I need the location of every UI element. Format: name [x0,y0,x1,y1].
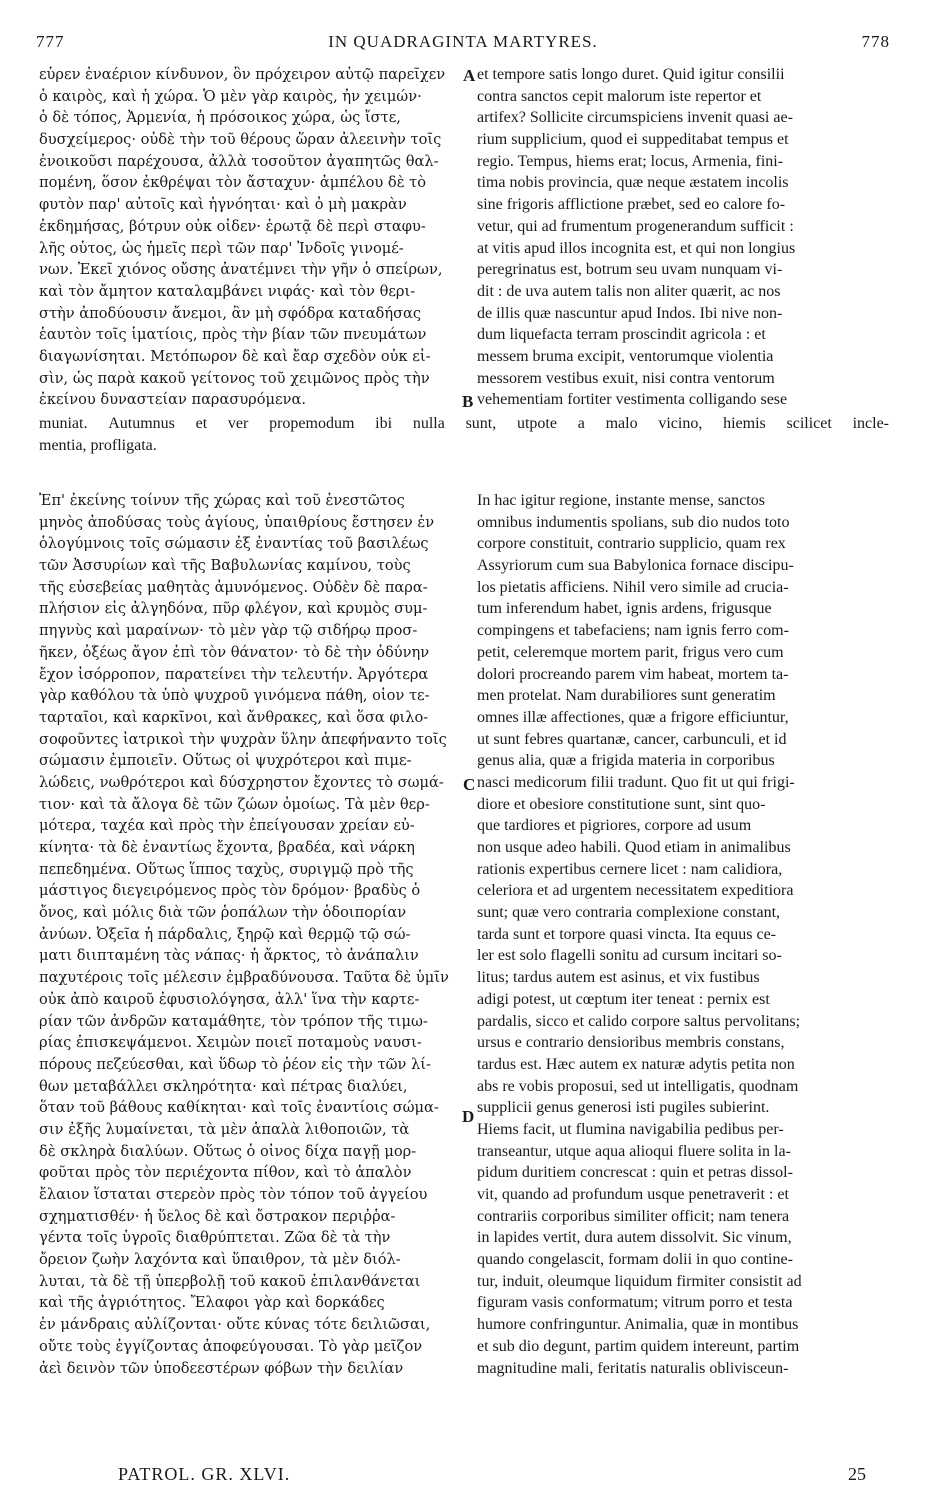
spanning-line-word: propemodum [269,415,355,432]
greek-text-line: παχυτέροις τοῖς μέλεσιν ἐμβραδύνουσα. Ταῦτα δὲ ὑμῖν [39,969,449,987]
greek-text-line: ἔχον ἰσόρροπον, παρατείνει τὴν τελευτήν. Ἀργότερα [39,665,429,683]
latin-text-line: in lapides vertit, dura autem dissolvit. Sic vinum, [477,1229,792,1247]
greek-text-line: ὅταν τοῦ βάθους καθίκηται· καὶ τοῖς ἐναντίοις σώμα- [39,1099,439,1117]
spanning-line-word: vicino, [658,415,703,432]
spanning-line-word: a [577,415,585,432]
spanning-line-word: sunt, [465,415,497,432]
latin-text-line: dit : de uva autem talis non aliter quærit, ac nos [477,282,781,300]
greek-text-line: ἐν μάνδραις αὐλίζονται· οὔτε κύνας τότε δειλιῶσαι, [39,1316,431,1334]
latin-text-line: compingens et tabefaciens; nam ignis ferro com- [477,622,789,640]
greek-text-line: τῶν Ἀσσυρίων καὶ τῆς Βαβυλωνίας καμίνου, τοὺς [39,557,411,575]
latin-text-line: at vitis apud illos incognita est, et qui non longius [477,239,796,257]
greek-text-line: ὄνος, καὶ μόλις διὰ τῶν ῥοπάλων τὴν ὁδοιπορίαν [39,904,407,922]
latin-text-line: rium supplicium, quod ei suppeditabat tempus et [477,131,789,149]
greek-text-line: λυται, τὰ δὲ τῇ ὑπερβολῇ τοῦ κακοῦ ἐπιλανθάνεται [39,1272,421,1290]
latin-column-main [477,492,889,1381]
greek-text-line: στὴν ἀποδύουσιν ἄνεμοι, ἂν μὴ σφόδρα καταδήσας [39,304,422,322]
latin-text-line: ler est solo flagelli sonitu ad cursum incitari so- [477,947,782,965]
latin-text-line: contrariis corporibus similiter officit; nam tenera [477,1207,790,1225]
spanning-line-word: hiemis [723,415,766,432]
greek-text-line: σὶν, ὡς παρὰ κακοῦ γείτονος τοῦ χειμῶνος πρὸς τὴν [39,369,430,387]
greek-text-line: ἔλαιον ἵσταται στερεὸν πρὸς τὸν τόπον τοῦ ἀγγείου [39,1186,428,1203]
greek-text-line: ῆκεν, ὀξέως ἄγον ἐπὶ τὸν θάνατον· τὸ δὲ τὴν ὀδύνην [39,643,430,661]
greek-text-line: ἐνοικοῦσι παρέχουσα, ἀλλὰ τοσοῦτον ἀγαπητῶς θαλ- [39,152,439,170]
spanning-line-word: muniat. [39,415,88,432]
latin-text-line: non usque adeo habili. Quod etiam in animalibus [477,839,791,856]
spanning-line-word: incle- [852,415,889,432]
latin-text-line: peregrinatus est, botrum seu uvam nunquam vi- [477,261,783,279]
greek-text-line: ταρταῖοι, καὶ καρκῖνοι, καὶ ἄνθρακες, καὶ ὅσα φιλο- [39,708,429,726]
greek-text-line: πεπεδημένα. Οὕτως ἵππος ταχὺς, συριγμῷ πρὸ τῆς [39,860,414,878]
greek-text-line: θων μεταβάλλει σκληρότητα· καὶ πέτρας διαλύει, [39,1077,408,1095]
section-marker-d: D [462,1107,475,1126]
spanning-line-1 [39,415,889,437]
latin-text-line: figuram vasis conformatum; vitrum porro et testa [477,1294,793,1312]
greek-text-line: πομένη, ὅσον ἐκθρέψαι τὸν ἄσταχυν· ἀμπέλου δὲ τὸ [39,174,427,192]
greek-text-line: ὁλογύμνοις τοῖς σώμασιν ἐξ ἐναντίας τοῦ βασιλέως [39,535,429,553]
greek-text-line: καὶ τὸν ἄμητον καταλαμβάνει νιφάς· καὶ τὸν θερι- [39,282,416,300]
greek-text-line: πόρους πεζεύεσθαι, καὶ ὕδωρ τὸ ῥέον εἰς τὴν τῶν λί- [39,1055,431,1073]
greek-text-line: ὁ δὲ τόπος, Ἀρμενία, ἡ πρόσοικος χώρα, ὡς ἴστε, [39,109,401,127]
latin-text-line: adigi potest, ut cœptum iter teneat : pernix est [477,990,770,1008]
latin-text-line: corpore constituit, contrario supplicio, quam rex [477,535,786,553]
latin-text-line: pardalis, sicco et calido corpore saltus pervolitans; [477,1012,801,1030]
latin-text-line: tum inferendum habet, ignis ardens, frigusque [477,600,772,618]
greek-text-line: Ἐπ' ἐκείνης τοίνυν τῆς χώρας καὶ τοῦ ἐνεστῶτος [39,492,405,509]
latin-text-line: tarda sunt et torpore quasi vincta. Ita equus ce- [477,925,776,943]
latin-text-line: diore et obesiore constitutione sunt, sint quo- [477,795,766,813]
greek-text-line: διαγωνίσηται. Μετόπωρον δὲ καὶ ἔαρ σχεδὸν οὐκ εἰ- [39,347,431,365]
greek-text-line: λώδεις, νωθρότεροι καὶ δύσχρηστον ἔχοντες τὸ σωμά- [39,773,444,791]
latin-text-line: tur, induit, oleumque liquidum firmiter consistit ad [477,1272,802,1290]
latin-text-line: litus; tardus autem est asinus, et vix fustibus [477,969,760,987]
latin-text-line: messorem vestibus exuit, nisi contra ventorum [477,369,775,387]
latin-text-line: nasci medicorum filii tradunt. Quo fit ut qui frigi- [477,773,795,791]
latin-text-line: Assyriorum cum sua Babylonica fornace discipu- [477,557,794,575]
greek-text-line: δὲ σκληρὰ διαλύων. Οὕτως ὁ οἶνος δίχα παγῇ μορ- [39,1142,417,1160]
greek-text-line: σιν ἐξῆς λυμαίνεται, τὰ μὲν ἁπαλὰ λιθοποιῶν, τὰ [39,1120,410,1138]
greek-text-line: ρίας ἐπισκεψάμενοι. Χειμὼν ποιεῖ ποταμοὺς ναυσι- [39,1034,422,1052]
section-marker-c: C [463,775,476,794]
latin-text-line: genus alia, quæ a frigida materia in corporibus [477,752,775,770]
greek-text-line: πηγνὺς καὶ μαραίνων· τὸ μὲν γὰρ τῷ σιδήρῳ προσ- [39,622,418,640]
section-marker-a: A [463,66,476,85]
greek-text-line: σώμασιν ἐμποιεῖν. Οὕτως οἱ ψυχρότεροι καὶ πιμε- [39,752,412,770]
latin-text-line: pidum duritiem concrescat : quin et petras dissol- [477,1164,793,1182]
greek-text-line: φοῦται πρὸς τὸν περιέχοντα πίθον, καὶ τὸ ἁπαλὸν [39,1164,412,1182]
greek-text-line: τῆς εὐσεβείας μαθητὰς ἀμυνόμενος. Οὐδὲν δὲ παρα- [39,578,428,596]
latin-text-line: vetur, qui ad frumentum progenerandum sufficit : [477,217,794,235]
spanning-line-2: mentia, profligata. [39,436,157,454]
latin-text-line: men protelat. Nam durabiliores sunt generatim [477,687,776,705]
latin-text-line: que tardiores et pigriores, corpore ad usum [477,817,752,835]
spanning-line-word: Autumnus [108,415,175,432]
latin-text-line: celeriora et ad urgentem necessitatem expeditiora [477,882,794,900]
spanning-line-word: ibi [375,415,393,432]
latin-text-line: In hac igitur regione, instante mense, sanctos [477,492,765,509]
latin-text-line: vit, quando ad profundum usque penetraverit : et [477,1186,789,1203]
greek-text-line: οὐκ ἀπὸ καιροῦ ἐφυσιολόγησα, ἀλλ' ἵνα τὴν καρτε- [39,990,420,1008]
latin-text-line: ursus e contrario densioribus membris constans, [477,1034,785,1052]
greek-text-line: ἀεὶ δεινὸν τῶν ὑποδεεστέρων φόβων τὴν δειλίαν [39,1359,404,1377]
spanning-line-word: ver [227,415,249,432]
latin-text-line: Hiems facit, ut flumina navigabilia pedibus per- [477,1120,784,1138]
latin-text-line: contra sanctos cepit malorum iste repertor et [477,87,762,105]
latin-text-line: transeantur, utque aqua alioqui fluere solita in la- [477,1142,791,1160]
greek-text-line: μηνὸς ἀποδύσας τοὺς ἁγίους, ὑπαιθρίους ἔστησεν ἐν [39,513,435,531]
latin-text-line: los pietatis afficiens. Nihil vero simile ad crucia- [477,578,789,596]
greek-text-line: ἑαυτὸν τοῖς ἱματίοις, πρὸς τὴν βίαν τῶν πνευμάτων [39,326,427,344]
latin-text-line: rationis expertibus cernere licet : nam calidiora, [477,860,783,878]
greek-text-line: ἀνύων. Ὀξεῖα ἡ πάρδαλις, ξηρῷ καὶ θερμῷ τῷ σώ- [39,925,411,943]
greek-column-main [39,492,464,1381]
latin-text-line: omnibus indumentis spolians, sub dio nudos toto [477,513,790,531]
greek-text-line: γὰρ καθόλου τὰ ὑπὸ ψυχροῦ γινόμενα πάθη, οἷον τε- [39,687,430,705]
latin-text-line: dum liquefacta terram proscindit agricola : et [477,326,766,344]
latin-text-line: tima nobis provincia, quæ neque æstatem incolis [477,174,789,192]
latin-text-line: et sub dio degunt, partim quidem intereunt, partim [477,1337,800,1355]
greek-text-line: σοφοῦντες ἰατρικοὶ τὴν ψυχρὰν ὕλην ἀπεφήναντο τοῖς [39,730,447,748]
greek-text-line: ἐκείνου δυναστείαν παρασυρόμενα. [39,391,306,409]
latin-text-line: dolori procreando parem vim habeat, mortem ta- [477,665,789,683]
page-footer [118,1464,866,1490]
greek-text-line: ματι διιπταμένη τὰς νάπας· ἡ ἄρκτος, τὸ ἀνάπαλιν [39,947,419,965]
latin-text-line: humore confringuntur. Animalia, quæ in montibus [477,1316,799,1334]
greek-text-line: πλήσιον εἰς ἀλγηδόνα, πῦρ φλέγον, καὶ κρυμὸς συμ- [39,600,428,618]
greek-text-line: κίνητα· τὰ δὲ ἐναντίως ἔχοντα, βραδέα, καὶ νάρκη [39,839,415,856]
spanning-line-word: scilicet [786,415,832,432]
greek-text-line: ἐκδημήσας, βότρυν οὐκ οἶδεν· ἐρωτᾷ δὲ περὶ σταφυ- [39,217,426,235]
page-number-right: 778 [861,32,890,51]
greek-text-line: ὄρειον ζωὴν λαχόντα καὶ ὕπαιθρον, τὰ μὲν διόλ- [39,1251,401,1269]
latin-text-line: tardus est. Hæc autem ex naturæ adytis petita non [477,1055,795,1073]
latin-text-line: magnitudine mali, feritatis naturalis oblivisceun- [477,1359,789,1377]
latin-text-line: supplicii genus generosi isti pugiles subierint. [477,1099,770,1117]
latin-text-line: et tempore satis longo duret. Quid igitur consilii [477,66,785,83]
greek-text-line: τιον· καὶ τὰ ἄλογα δὲ τῶν ζώων ὁμοίως. Τὰ μὲν θερ- [39,795,430,813]
greek-text-line: λῆς οὗτος, ὡς ἡμεῖς περὶ τῶν παρ' Ἰνδοῖς γινομέ- [39,239,404,257]
latin-text-line: vehementiam fortiter vestimenta colligando sese [477,391,788,409]
greek-text-line: μότερα, ταχέα καὶ πρὸς τὴν ἐπείγουσαν χρείαν εὐ- [39,817,415,835]
greek-text-line: νων. Ἐκεῖ χιόνος οὔσης ἀνατέμνει τὴν γῆν ὁ σπείρων, [39,261,443,279]
greek-text-line: δυσχείμερος· οὐδὲ τὴν τοῦ θέρους ὥραν ἀλεεινὴν τοῖς [39,131,442,149]
spanning-line-word: malo [605,415,638,432]
latin-text-line: abs re vobis proposui, sed ut intelligatis, quodnam [477,1077,799,1095]
spanning-line-word: utpote [516,415,557,432]
latin-text-line: regio. Tempus, hiems erat; locus, Armenia, fini- [477,152,784,170]
latin-text-line: sine frigoris afflictione præbet, sed eo calore fo- [477,196,786,214]
latin-text-line: sunt; quæ vero contraria complexione constant, [477,904,781,922]
running-title: IN QUADRAGINTA MARTYRES. [328,32,598,51]
spanning-latin-line [39,415,889,458]
greek-text-line: σχηματισθέν· ἡ ὕελος δὲ καὶ ὄστρακον περιῤῥα- [39,1207,396,1225]
latin-text-line: ut sunt febres quartanæ, cancer, carbunculi, et id [477,730,787,748]
greek-text-line: γέντα τοῖς ὑγροῖς διαθρύπτεται. Ζῶα δὲ τὰ τὴν [39,1229,391,1247]
greek-text-line: φυτὸν παρ' αὐτοῖς καὶ ἠγνόηται· καὶ ὁ μὴ μακρὰν [39,196,407,214]
greek-text-line: εὗρεν ἐναέριον κίνδυνον, ὃν πρόχειρον αὐτῷ παρεῖχεν [39,66,446,83]
spanning-line-word: nulla [412,415,445,432]
greek-text-line: ρίαν τῶν ἀνδρῶν καταμάθητε, τὸν τρόπον τῆς τιμω- [39,1012,428,1030]
signature-number: 25 [848,1464,866,1484]
section-marker-b: B [462,392,474,411]
greek-text-line: ὁ καιρὸς, καὶ ἡ χώρα. Ὁ μὲν γὰρ καιρὸς, ἦν χειμών· [39,87,422,105]
latin-text-line: messem bruma excipit, ventorumque violentia [477,347,774,365]
latin-text-line: petit, celeremque mortem parit, frigus vero cum [477,643,784,661]
latin-text-line: quando congelascit, formam dolii in quo contine- [477,1251,793,1269]
greek-text-line: μάστιγος διεγειρόμενος πρὸς τὸν δρόμον· βραδὺς ὁ [39,882,421,900]
latin-text-line: de illis quæ nascuntur apud Indos. Ibi nive non- [477,304,783,322]
greek-text-line: οὔτε τοὺς ἐγγίζοντας ἀποφεύγουσαι. Τὸ γὰρ μεῖζον [39,1337,423,1355]
greek-column-top [39,66,464,413]
page-header [36,32,890,56]
volume-reference: PATROL. GR. XLVI. [118,1464,291,1484]
latin-column-top [477,66,889,413]
latin-text-line: artifex? Sollicite circumspiciens invenit quasi ae- [477,109,793,127]
greek-text-line: καὶ τῆς ἀγριότητος. Ἔλαφοι γὰρ καὶ δορκάδες [39,1294,385,1312]
spanning-line-word: et [195,415,208,432]
page-number-left: 777 [36,32,65,51]
latin-text-line: omnes illæ affectiones, quæ a frigore efficiuntur, [477,708,789,726]
